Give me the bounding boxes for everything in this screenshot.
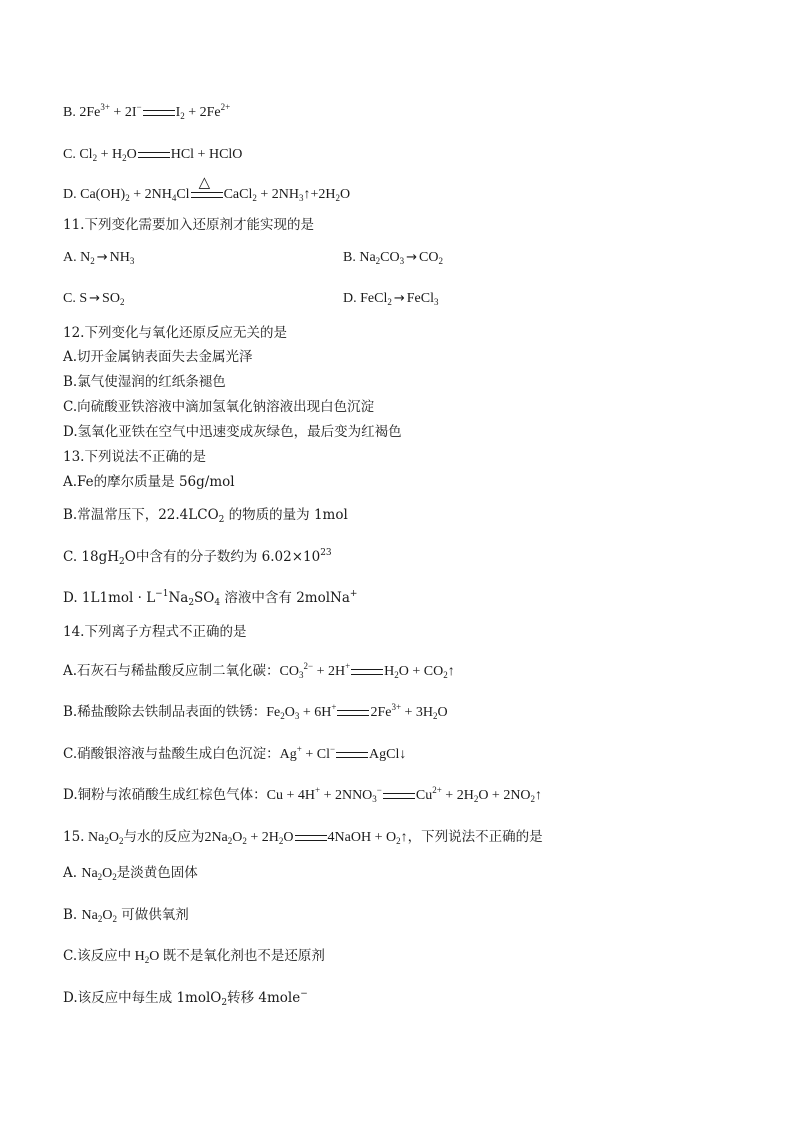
q11-option-c[interactable]: C. $S \to SO_2$ — [63, 291, 125, 307]
q13-option-a[interactable]: A.Fe的摩尔质量是 56g/mol — [63, 474, 235, 490]
equals-sign — [138, 152, 170, 158]
q11-option-d[interactable]: D. FeCl$_2$ → FeCl$_3$ — [343, 291, 439, 307]
q15-option-d[interactable]: D.该反应中每生成 1molO$_2$转移 4mole− — [63, 989, 308, 1008]
q14-stem: 14.下列离子方程式不正确的是 — [63, 624, 247, 640]
q15-option-a[interactable]: A. $Na_2O_2$是淡黄色固体 — [63, 865, 198, 882]
q13-stem: 13.下列说法不正确的是 — [63, 449, 206, 465]
q15-option-c[interactable]: C.该反应中 $H_2O$ 既不是氧化剂也不是还原剂 — [63, 948, 325, 965]
equals-sign — [295, 835, 327, 841]
q13-option-c[interactable]: C. $18gH_2O$中含有的分子数约为 $6.02\times 10^{23}$ — [63, 548, 332, 567]
q12-stem: 12.下列变化与氧化还原反应无关的是 — [63, 325, 287, 341]
q10-option-b[interactable]: B. $2Fe^{3+} + 2I^-$ $I_2 + 2Fe^{2+}$ — [63, 102, 231, 121]
option-letter: B. — [63, 105, 76, 120]
equals-sign — [383, 793, 415, 799]
equals-sign-heat — [191, 174, 223, 198]
q11-stem: 11.下列变化需要加入还原剂才能实现的是 — [63, 217, 314, 233]
q11-option-b[interactable]: B. $Na_2CO_3 \to CO_2$ — [343, 250, 443, 266]
arrow-icon: → — [89, 291, 101, 306]
q10-option-c[interactable]: C. $Cl_2 + H_2O$ HCl + HClO — [63, 147, 243, 163]
q12-option-b[interactable]: B.氯气使湿润的红纸条褪色 — [63, 374, 226, 390]
q14-option-c[interactable]: C.硝酸银溶液与盐酸生成白色沉淀：Ag+ + Cl− AgCl↓ — [63, 744, 407, 762]
heat-triangle-icon: △ — [198, 174, 211, 191]
q12-option-a[interactable]: A.切开金属钠表面失去金属光泽 — [63, 349, 253, 365]
q11-option-a[interactable]: A. $N_2 \to NH_3$ — [63, 250, 135, 266]
q12-option-c[interactable]: C.向硫酸亚铁溶液中滴加氢氧化钠溶液出现白色沉淀 — [63, 399, 375, 415]
arrow-icon: → — [406, 250, 418, 265]
q12-option-d[interactable]: D.氢氧化亚铁在空气中迅速变成灰绿色，最后变为红褐色 — [63, 424, 402, 440]
arrow-icon: → — [96, 250, 108, 265]
q13-option-d[interactable]: D. $1L1mol \cdot L^{-1}Na_2SO_4$ 溶液中含有 2molNa+ — [63, 589, 358, 608]
q14-option-b[interactable]: B.稀盐酸除去铁制品表面的铁锈：$Fe_2O_3 + 6H^+$ $2Fe^{3+} + 3H_2O$ — [63, 702, 448, 721]
equals-sign — [336, 752, 368, 758]
q10-option-d[interactable]: D. $Ca(OH)_2 + 2NH_4Cl$ △ CaCl$_2$ + $2NH_3↑+2H_2O$ — [63, 174, 351, 203]
q14-option-a[interactable]: A.石灰石与稀盐酸反应制二氧化碳：$CO_3^{2-} + 2H^+$ $H_2O$ + $CO_2↑$ — [63, 661, 455, 680]
q15-stem: 15. $Na_2O_2$与水的反应为$2Na_2O_2 + 2H_2O$ 4NaOH + $O_2↑$，下列说法不正确的是 — [63, 829, 543, 846]
equals-sign — [337, 710, 369, 716]
q13-option-b[interactable]: B.常温常压下，$22.4LCO_2$ 的物质的量为 1mol — [63, 507, 348, 525]
arrow-icon: → — [393, 291, 405, 306]
q14-option-d[interactable]: D.铜粉与浓硝酸生成红棕色气体：$Cu + 4H^+ + 2NNO_3^-$ $Cu^{2+} + 2H_2O$ + $2NO_2↑$ — [63, 785, 543, 804]
equals-sign — [143, 110, 175, 116]
equals-sign — [351, 669, 383, 675]
q15-option-b[interactable]: B. $Na_2O_2$ 可做供氧剂 — [63, 907, 189, 924]
